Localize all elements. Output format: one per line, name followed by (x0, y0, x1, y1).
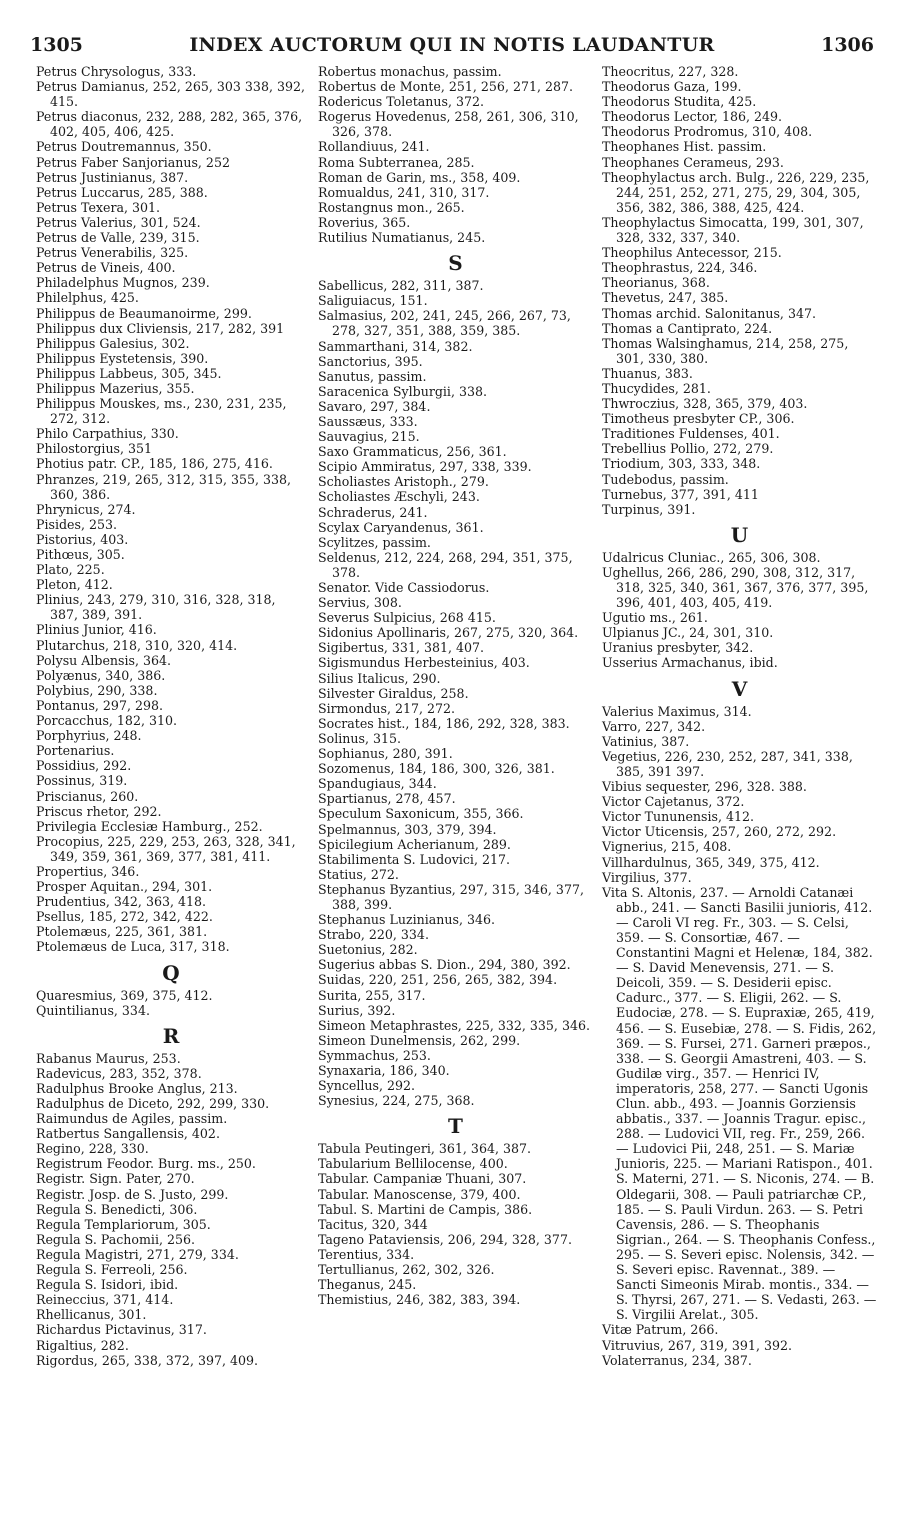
index-entry: Sabellicus, 282, 311, 387. (318, 278, 484, 294)
index-entry: Savaro, 297, 384. (318, 398, 431, 414)
index-entry: Sugerius abbas S. Dion., 294, 380, 392. (318, 957, 571, 973)
index-entry: Radevicus, 283, 352, 378. (36, 1065, 202, 1081)
index-entry: Rigaltius, 282. (36, 1337, 129, 1353)
section-letter: T (448, 1114, 463, 1139)
index-entry: Petrus Luccarus, 285, 388. (36, 184, 208, 200)
index-entry: Stephanus Luzinianus, 346. (318, 912, 496, 928)
index-entry: Spelmannus, 303, 379, 394. (318, 821, 497, 837)
index-entry: Tabular. Campaniæ Thuani, 307. (318, 1171, 527, 1187)
index-entry: Scipio Ammiratus, 297, 338, 339. (318, 459, 532, 475)
index-entry: Tacitus, 320, 344 (318, 1216, 428, 1232)
index-entry: Vitæ Patrum, 266. (602, 1322, 719, 1338)
index-entry: Varro, 227, 342. (602, 718, 706, 734)
index-entry: Regino, 228, 330. (36, 1141, 149, 1157)
index-entry: Sammarthani, 314, 382. (318, 338, 473, 354)
index-entry: Roma Subterranea, 285. (318, 154, 475, 170)
index-entry: Rostangnus mon., 265. (318, 199, 465, 215)
index-entry: Spandugiaus, 344. (318, 776, 437, 792)
index-entry: Uranius presbyter, 342. (602, 640, 754, 656)
section-letter: S (448, 251, 463, 276)
index-entry: Thomas a Cantiprato, 224. (602, 320, 773, 336)
index-entry: Phrynicus, 274. (36, 501, 136, 517)
index-entry: Petrus Texera, 301. (36, 199, 161, 215)
index-entry: Robertus monachus, passim. (318, 64, 502, 79)
index-entry: Rhellicanus, 301. (36, 1307, 147, 1323)
index-entry: Petrus de Valle, 239, 315. (36, 230, 200, 246)
index-entry: Virgilius, 377. (602, 869, 692, 885)
index-entry: Theodorus Gaza, 199. (602, 79, 742, 95)
index-entry: Ptolemæus, 225, 361, 381. (36, 924, 208, 940)
index-entry: Pithœus, 305. (36, 547, 125, 562)
index-entry: Scholiastes Aristoph., 279. (318, 474, 489, 490)
index-entry: Thuanus, 383. (602, 365, 693, 381)
index-entry: Photius patr. CP., 185, 186, 275, 416. (36, 456, 273, 472)
index-entry: Philadelphus Mugnos, 239. (36, 275, 210, 291)
index-entry: Socrates hist., 184, 186, 292, 328, 383. (318, 715, 570, 731)
index-entry: Simeon Dunelmensis, 262, 299. (318, 1032, 521, 1048)
index-entry: Timotheus presbyter CP., 306. (602, 411, 795, 427)
index-entry: Registr. Josp. de S. Justo, 299. (36, 1186, 229, 1202)
index-entry: Regula Templariorum, 305. (36, 1216, 211, 1232)
index-entry: Theodorus Studita, 425. (602, 94, 757, 110)
index-entry: Trebellius Pollio, 272, 279. (602, 441, 774, 457)
index-entry: Privilegia Ecclesiæ Hamburg., 252. (36, 818, 263, 834)
index-entry: Rigordus, 265, 338, 372, 397, 409. (36, 1352, 259, 1368)
index-entry: Villhardulnus, 365, 349, 375, 412. (602, 854, 820, 870)
index-entry: Regula S. Pachomii, 256. (36, 1231, 196, 1247)
index-entry: Theodorus Prodromus, 310, 408. (602, 124, 813, 140)
index-entry: Philippus Eystetensis, 390. (36, 350, 209, 366)
index-entry: Turnebus, 377, 391, 411 (602, 486, 759, 502)
index-entry: Statius, 272. (318, 866, 399, 882)
index-entry: Speculum Saxonicum, 355, 366. (318, 806, 524, 822)
index-entry: Scylax Caryandenus, 361. (318, 519, 484, 535)
index-entry: Salmasius, 202, 241, 245, 266, 267, 73, 278, 327, 351, 388, 359, 385. (318, 308, 571, 339)
index-entry: Tageno Pataviensis, 206, 294, 328, 377. (318, 1231, 572, 1247)
index-entry: Surius, 392. (318, 1002, 396, 1018)
index-entry: Sophianus, 280, 391. (318, 746, 453, 762)
index-entry: Tabularium Bellilocense, 400. (318, 1156, 508, 1172)
index-column-3 (602, 64, 877, 1368)
index-entry: Sauvagius, 215. (318, 429, 420, 445)
index-entry: Suidas, 220, 251, 256, 265, 382, 394. (318, 972, 558, 988)
index-entry: Sigismundus Herbesteinius, 403. (318, 655, 530, 671)
index-entry: Regula S. Ferreoli, 256. (36, 1262, 188, 1278)
index-entry: Procopius, 225, 229, 253, 263, 328, 341, 349, 359, 361, 369, 377, 381, 411. (36, 833, 296, 864)
index-entry: Sanctorius, 395. (318, 353, 423, 369)
index-entry: Sanutus, passim. (318, 368, 427, 384)
index-entry: Vitruvius, 267, 319, 391, 392. (602, 1337, 792, 1353)
index-entry: Petrus Chrysologus, 333. (36, 64, 197, 79)
index-entry: Symmachus, 253. (318, 1047, 431, 1063)
index-entry: Reineccius, 371, 414. (36, 1292, 174, 1308)
index-entry: Philippus Mouskes, ms., 230, 231, 235, 272, 312. (36, 396, 287, 427)
index-entry: Strabo, 220, 334. (318, 927, 429, 943)
index-entry: Petrus Venerabilis, 325. (36, 245, 189, 261)
index-column-1 (36, 64, 306, 1368)
index-entry: Registrum Feodor. Burg. ms., 250. (36, 1156, 256, 1172)
index-entry: Tertullianus, 262, 302, 326. (318, 1262, 495, 1278)
index-entry: Theophylactus arch. Bulg., 226, 229, 235, 244, 251, 252, 271, 275, 29, 304, 305, 356, 382, 386, 388, 425, 424. (602, 169, 870, 215)
index-entry: Saliguiacus, 151. (318, 293, 428, 309)
index-entry: Terentius, 334. (318, 1246, 415, 1262)
index-entry: Theophylactus Simocatta, 199, 301, 307, 328, 332, 337, 340. (602, 214, 864, 246)
index-entry: Stephanus Byzantius, 297, 315, 346, 377, 388, 399. (318, 881, 584, 912)
index-entry: Porcacchus, 182, 310. (36, 713, 178, 729)
index-entry: Senator. Vide Cassiodorus. (318, 580, 490, 595)
index-entry: Tabular. Manoscense, 379, 400. (318, 1186, 521, 1202)
index-entry: Theganus, 245. (318, 1277, 417, 1293)
index-entry: Phranzes, 219, 265, 312, 315, 355, 338, 360, 386. (36, 471, 292, 502)
index-entry: Sozomenus, 184, 186, 300, 326, 381. (318, 761, 555, 777)
page-title: INDEX AUCTORUM QUI IN NOTIS LAUDANTUR (189, 34, 715, 56)
index-entry: Plato, 225. (36, 562, 105, 578)
index-entry: Polybius, 290, 338. (36, 682, 158, 698)
index-entry: Ulpianus JC., 24, 301, 310. (602, 625, 774, 641)
index-entry: Vegetius, 226, 230, 252, 287, 341, 338, 385, 391 397. (602, 748, 853, 779)
index-entry: Quintilianus, 334. (36, 1002, 150, 1018)
index-entry: Saracenica Sylburgii, 338. (318, 383, 488, 399)
index-entry: Philelphus, 425. (36, 290, 139, 306)
section-letter: Q (162, 960, 180, 985)
index-entry: Traditiones Fuldenses, 401. (602, 426, 780, 442)
index-column-2 (318, 64, 593, 1307)
index-entry: Polysu Albensis, 364. (36, 652, 172, 668)
index-entry: Surita, 255, 317. (318, 987, 426, 1003)
index-entry: Sidonius Apollinaris, 267, 275, 320, 364. (318, 625, 579, 641)
index-entry: Synesius, 224, 275, 368. (318, 1093, 475, 1109)
index-entry: Theodorus Lector, 186, 249. (602, 109, 783, 125)
index-entry: Sigibertus, 331, 381, 407. (318, 640, 485, 656)
left-page-number: 1305 (30, 34, 83, 56)
page-header (0, 30, 904, 60)
index-entry: Rabanus Maurus, 253. (36, 1050, 181, 1066)
index-entry: Spartianus, 278, 457. (318, 791, 456, 807)
index-entry: Thomas archid. Salonitanus, 347. (602, 305, 816, 321)
index-entry: Servius, 308. (318, 595, 402, 611)
index-entry: Registr. Sign. Pater, 270. (36, 1171, 195, 1187)
index-entry: Psellus, 185, 272, 342, 422. (36, 909, 213, 925)
index-entry: Ugutio ms., 261. (602, 610, 708, 626)
index-entry: Ratbertus Sangallensis, 402. (36, 1126, 220, 1142)
index-entry: Scholiastes Æschyli, 243. (318, 489, 480, 505)
index-entry: Portenarius. (36, 743, 115, 759)
index-entry: Pisides, 253. (36, 516, 118, 532)
index-entry: Possidius, 292. (36, 758, 132, 774)
index-entry: Priscus rhetor, 292. (36, 803, 162, 819)
index-entry: Vita S. Altonis, 237. — Arnoldi Catanæi abb., 241. — Sancti Basilii junioris, 412. — Caroli VI reg. Fr., 303. — S. Celsi, 359. — S. Consortiæ, 467. — Constantini Magni et Helenæ, 184, 382. — S. David Menevensis, 271. — S. Deicoli, 359. — S. Desiderii episc. Cadurc., 377. — S. Eligii, 262. — S. Eudociæ, 278. — S. Eupraxiæ, 265, 419, 456. — S. Eusebiæ, 278. — S. Fidis, 262, 369. — S. Fursei, 271. Garneri præpos., 338. — S. Georgii Amastreni, 403. — S. Gudilæ virg., 357. — Henrici IV, imperatoris, 258, 277. — Sancti Ugonis Clun. abb., 493. — Joannis Gorziensis abbatis., 337. — Joannis Tragur. episc., 288. — Ludovici VII, reg. Fr., 259, 266. — Ludovici Pii, 248, 251. — S. Mariæ Junioris, 225. — Mariani Ratispon., 401. S. Materni, 271. — S. Niconis, 274. — B. Oldegarii, 308. — Pauli patriarchæ CP., 185. — S. Pauli Virdun. 263. — S. Petri Cavensis, 286. — S. Theophanis Sigrian., 264. — S. Theophanis Confess., 295. — S. Severi episc. Nolensis, 342. — S. Severi episc. Ravennat., 389. — Sancti Simeonis Mirab. montis., 334. — S. Thyrsi, 267, 271. — S. Vedasti, 263. — S. Virgilii Arelat., 305. (602, 884, 877, 1323)
index-entry: Plinius, 243, 279, 310, 316, 328, 318, 387, 389, 391. (36, 592, 276, 623)
index-entry: Seldenus, 212, 224, 268, 294, 351, 375, 378. (318, 549, 573, 580)
index-entry: Pistorius, 403. (36, 531, 129, 547)
index-entry: Scylitzes, passim. (318, 534, 431, 550)
index-entry: Regula S. Isidori, ibid. (36, 1277, 179, 1293)
index-entry: Rutilius Numatianus, 245. (318, 230, 486, 246)
index-entry: Pleton, 412. (36, 577, 113, 593)
index-entry: Victor Uticensis, 257, 260, 272, 292. (602, 824, 837, 840)
index-entry: Rodericus Toletanus, 372. (318, 94, 485, 110)
index-entry: Vibius sequester, 296, 328. 388. (602, 779, 807, 795)
index-entry: Ughellus, 266, 286, 290, 308, 312, 317, 318, 325, 340, 361, 367, 376, 377, 395, 396, 401, 403, 405, 419. (602, 564, 869, 611)
section-letter: R (162, 1023, 180, 1048)
index-entry: Petrus Valerius, 301, 524. (36, 214, 201, 230)
index-entry: Suetonius, 282. (318, 942, 418, 958)
index-entry: Porphyrius, 248. (36, 728, 142, 744)
index-entry: Victor Tununensis, 412. (602, 809, 755, 825)
index-entry: Volaterranus, 234, 387. (602, 1352, 752, 1368)
index-entry: Philippus dux Cliviensis, 217, 282, 391 (36, 320, 285, 336)
index-entry: Prudentius, 342, 363, 418. (36, 894, 207, 910)
index-entry: Plinius Junior, 416. (36, 622, 157, 638)
index-entry: Theorianus, 368. (602, 275, 710, 291)
index-entry: Ptolemæus de Luca, 317, 318. (36, 939, 230, 955)
index-entry: Petrus Damianus, 252, 265, 303 338, 392, 415. (36, 79, 306, 110)
index-entry: Simeon Metaphrastes, 225, 332, 335, 346. (318, 1017, 590, 1033)
index-entry: Rollandiuus, 241. (318, 139, 430, 155)
index-entry: Romualdus, 241, 310, 317. (318, 184, 490, 200)
right-page-number: 1306 (821, 34, 874, 56)
index-entry: Tabul. S. Martini de Campis, 386. (318, 1201, 533, 1217)
index-entry: Plutarchus, 218, 310, 320, 414. (36, 637, 238, 653)
index-entry: Philostorgius, 351 (36, 441, 153, 457)
index-entry: Philippus Galesius, 302. (36, 335, 190, 351)
index-entry: Victor Cajetanus, 372. (602, 794, 745, 810)
index-entry: Vignerius, 215, 408. (602, 839, 732, 855)
index-entry: Raimundus de Agiles, passim. (36, 1111, 228, 1127)
index-entry: Roman de Garin, ms., 358, 409. (318, 169, 521, 185)
index-entry: Solinus, 315. (318, 730, 401, 746)
index-entry: Philippus Labbeus, 305, 345. (36, 365, 222, 381)
index-entry: Thwroczius, 328, 365, 379, 403. (602, 396, 808, 412)
index-entry: Udalricus Cluniac., 265, 306, 308. (602, 549, 821, 565)
index-entry: Tudebodus, passim. (602, 471, 729, 487)
index-entry: Radulphus Brooke Anglus, 213. (36, 1080, 238, 1096)
index-entry: Petrus Doutremannus, 350. (36, 139, 212, 155)
index-entry: Theophrastus, 224, 346. (602, 260, 758, 276)
index-entry: Regula S. Benedicti, 306. (36, 1201, 198, 1217)
index-entry: Theocritus, 227, 328. (602, 64, 739, 79)
index-entry: Theophilus Antecessor, 215. (602, 245, 782, 261)
index-entry: Silvester Giraldus, 258. (318, 685, 469, 701)
index-entry: Stabilimenta S. Ludovici, 217. (318, 851, 510, 867)
section-letter: V (731, 676, 748, 701)
index-entry: Saussæus, 333. (318, 413, 418, 429)
index-entry: Priscianus, 260. (36, 788, 139, 804)
index-entry: Silius Italicus, 290. (318, 670, 441, 686)
index-entry: Philo Carpathius, 330. (36, 426, 179, 442)
index-entry: Robertus de Monte, 251, 256, 271, 287. (318, 79, 574, 95)
index-entry: Thevetus, 247, 385. (602, 290, 729, 306)
index-entry: Turpinus, 391. (602, 501, 696, 517)
index-entry: Thomas Walsinghamus, 214, 258, 275, 301, 330, 380. (602, 335, 849, 366)
index-entry: Roverius, 365. (318, 214, 411, 230)
index-entry: Prosper Aquitan., 294, 301. (36, 879, 213, 895)
index-entry: Philippus de Beaumanoirme, 299. (36, 305, 252, 321)
index-entry: Quaresmius, 369, 375, 412. (36, 987, 213, 1003)
index-entry: Thucydides, 281. (602, 380, 711, 396)
index-entry: Petrus Justinianus, 387. (36, 169, 189, 185)
index-entry: Syncellus, 292. (318, 1078, 416, 1094)
index-entry: Tabula Peutingeri, 361, 364, 387. (318, 1141, 532, 1157)
index-entry: Petrus diaconus, 232, 288, 282, 365, 376, 402, 405, 406, 425. (36, 109, 303, 140)
index-entry: Richardus Pictavinus, 317. (36, 1322, 207, 1338)
section-letter: U (730, 522, 749, 547)
index-entry: Schraderus, 241. (318, 504, 428, 520)
index-entry: Spicilegium Acherianum, 289. (318, 836, 511, 852)
index-entry: Polyænus, 340, 386. (36, 667, 166, 683)
index-entry: Regula Magistri, 271, 279, 334. (36, 1246, 239, 1262)
index-entry: Triodium, 303, 333, 348. (602, 456, 761, 472)
index-entry: Petrus de Vineis, 400. (36, 260, 176, 276)
index-entry: Theophanes Hist. passim. (602, 139, 767, 155)
index-entry: Propertius, 346. (36, 863, 140, 879)
index-entry: Pontanus, 297, 298. (36, 697, 164, 713)
index-entry: Petrus Faber Sanjorianus, 252 (36, 154, 230, 170)
index-entry: Radulphus de Diceto, 292, 299, 330. (36, 1096, 270, 1111)
index-entry: Themistius, 246, 382, 383, 394. (318, 1292, 521, 1308)
index-entry: Usserius Armachanus, ibid. (602, 655, 778, 671)
index-entry: Rogerus Hovedenus, 258, 261, 306, 310, 326, 378. (318, 109, 579, 140)
index-entry: Possinus, 319. (36, 773, 128, 789)
index-entry: Synaxaria, 186, 340. (318, 1063, 450, 1078)
index-entry: Philippus Mazerius, 355. (36, 380, 195, 396)
index-entry: Sirmondus, 217, 272. (318, 700, 456, 716)
index-entry: Theophanes Cerameus, 293. (602, 154, 784, 170)
index-entry: Severus Sulpicius, 268 415. (318, 610, 496, 626)
index-entry: Valerius Maximus, 314. (602, 703, 752, 719)
index-entry: Vatinius, 387. (602, 733, 690, 749)
index-entry: Saxo Grammaticus, 256, 361. (318, 444, 507, 460)
